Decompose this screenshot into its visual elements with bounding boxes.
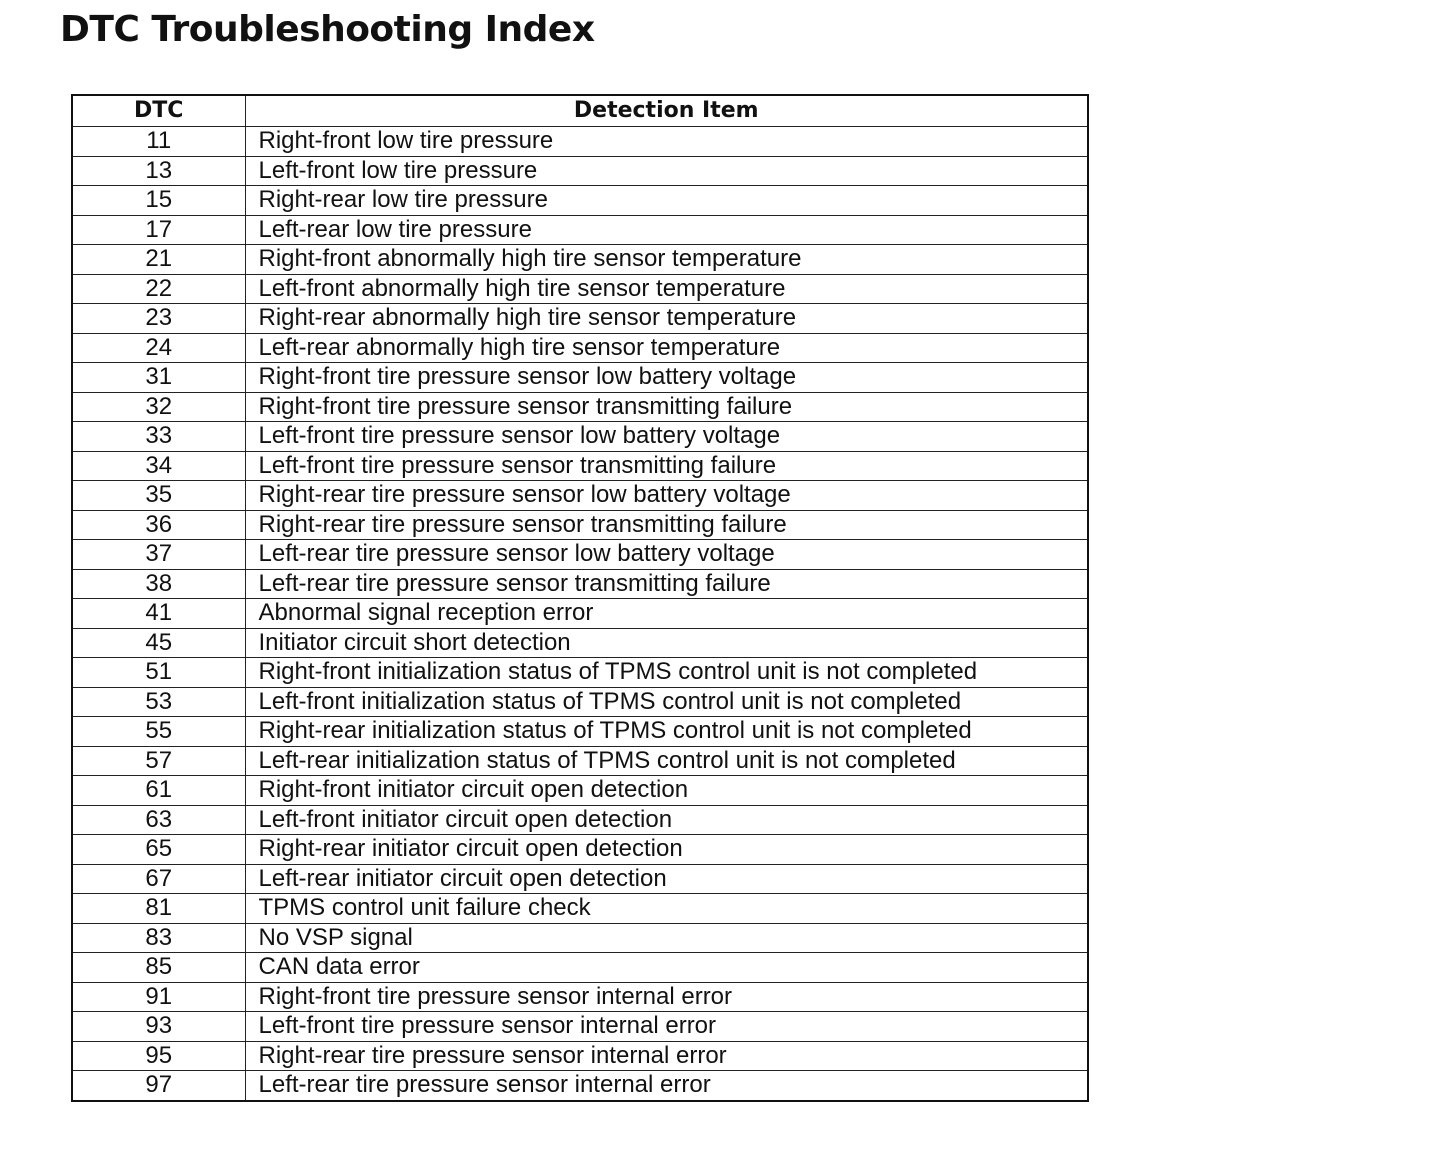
detection-item-cell: Right-rear initialization status of TPMS control unit is not completed	[245, 717, 1088, 747]
table-row	[72, 422, 1088, 452]
detection-item-cell: Right-front tire pressure sensor internal error	[245, 982, 1088, 1012]
table-row	[72, 923, 1088, 953]
table-row	[72, 687, 1088, 717]
page-title: DTC Troubleshooting Index	[60, 9, 595, 50]
detection-item-cell: Right-rear tire pressure sensor low battery voltage	[245, 481, 1088, 511]
table-row	[72, 894, 1088, 924]
dtc-code-cell: 22	[72, 274, 245, 304]
table-row	[72, 274, 1088, 304]
dtc-code-cell: 95	[72, 1041, 245, 1071]
detection-item-cell: Right-front initialization status of TPMS control unit is not completed	[245, 658, 1088, 688]
table-row	[72, 776, 1088, 806]
table-row	[72, 156, 1088, 186]
table-row	[72, 127, 1088, 157]
table-row	[72, 599, 1088, 629]
table-row	[72, 540, 1088, 570]
dtc-code-cell: 13	[72, 156, 245, 186]
table-row	[72, 1071, 1088, 1101]
detection-item-cell: Right-front initiator circuit open detection	[245, 776, 1088, 806]
table-row	[72, 186, 1088, 216]
detection-item-cell: No VSP signal	[245, 923, 1088, 953]
table-row	[72, 1041, 1088, 1071]
dtc-code-cell: 23	[72, 304, 245, 334]
dtc-code-cell: 85	[72, 953, 245, 983]
table-header-row	[72, 95, 1088, 127]
detection-item-cell: Right-rear tire pressure sensor internal error	[245, 1041, 1088, 1071]
dtc-code-cell: 93	[72, 1012, 245, 1042]
dtc-code-cell: 35	[72, 481, 245, 511]
table-row	[72, 215, 1088, 245]
dtc-code-cell: 55	[72, 717, 245, 747]
detection-item-cell: Left-rear tire pressure sensor low battery voltage	[245, 540, 1088, 570]
detection-item-cell: Left-front initiator circuit open detection	[245, 805, 1088, 835]
dtc-code-cell: 15	[72, 186, 245, 216]
table-row	[72, 333, 1088, 363]
dtc-code-cell: 81	[72, 894, 245, 924]
dtc-code-cell: 61	[72, 776, 245, 806]
dtc-code-cell: 36	[72, 510, 245, 540]
table-row	[72, 451, 1088, 481]
detection-item-cell: Left-rear abnormally high tire sensor temperature	[245, 333, 1088, 363]
table-row	[72, 1012, 1088, 1042]
table-row	[72, 510, 1088, 540]
table-row	[72, 245, 1088, 275]
detection-item-cell: Left-front abnormally high tire sensor temperature	[245, 274, 1088, 304]
table-row	[72, 835, 1088, 865]
detection-item-cell: Right-front low tire pressure	[245, 127, 1088, 157]
detection-item-cell: Right-front abnormally high tire sensor temperature	[245, 245, 1088, 275]
dtc-code-cell: 34	[72, 451, 245, 481]
detection-item-cell: Left-front low tire pressure	[245, 156, 1088, 186]
detection-item-cell: Right-rear abnormally high tire sensor temperature	[245, 304, 1088, 334]
table-row	[72, 717, 1088, 747]
detection-item-cell: CAN data error	[245, 953, 1088, 983]
dtc-code-cell: 17	[72, 215, 245, 245]
detection-item-cell: Abnormal signal reception error	[245, 599, 1088, 629]
dtc-code-cell: 45	[72, 628, 245, 658]
table-row	[72, 982, 1088, 1012]
table-row	[72, 658, 1088, 688]
detection-item-cell: Left-front tire pressure sensor low battery voltage	[245, 422, 1088, 452]
detection-item-cell: TPMS control unit failure check	[245, 894, 1088, 924]
table-row	[72, 864, 1088, 894]
detection-item-cell: Right-rear low tire pressure	[245, 186, 1088, 216]
table-row	[72, 953, 1088, 983]
dtc-code-cell: 33	[72, 422, 245, 452]
column-header-detection-item: Detection Item	[245, 95, 1088, 127]
dtc-code-cell: 51	[72, 658, 245, 688]
dtc-code-cell: 83	[72, 923, 245, 953]
table-row	[72, 363, 1088, 393]
table-row	[72, 569, 1088, 599]
dtc-table	[71, 94, 1089, 1102]
dtc-code-cell: 97	[72, 1071, 245, 1101]
detection-item-cell: Left-front tire pressure sensor internal error	[245, 1012, 1088, 1042]
detection-item-cell: Right-rear initiator circuit open detection	[245, 835, 1088, 865]
table-row	[72, 481, 1088, 511]
detection-item-cell: Left-front tire pressure sensor transmitting failure	[245, 451, 1088, 481]
detection-item-cell: Left-rear initialization status of TPMS control unit is not completed	[245, 746, 1088, 776]
table-row	[72, 392, 1088, 422]
detection-item-cell: Left-rear tire pressure sensor internal error	[245, 1071, 1088, 1101]
dtc-code-cell: 53	[72, 687, 245, 717]
detection-item-cell: Right-front tire pressure sensor transmitting failure	[245, 392, 1088, 422]
dtc-code-cell: 11	[72, 127, 245, 157]
detection-item-cell: Right-front tire pressure sensor low battery voltage	[245, 363, 1088, 393]
detection-item-cell: Left-rear initiator circuit open detection	[245, 864, 1088, 894]
table-row	[72, 805, 1088, 835]
table-row	[72, 746, 1088, 776]
dtc-code-cell: 67	[72, 864, 245, 894]
dtc-code-cell: 32	[72, 392, 245, 422]
detection-item-cell: Initiator circuit short detection	[245, 628, 1088, 658]
detection-item-cell: Left-front initialization status of TPMS control unit is not completed	[245, 687, 1088, 717]
detection-item-cell: Right-rear tire pressure sensor transmitting failure	[245, 510, 1088, 540]
dtc-code-cell: 24	[72, 333, 245, 363]
dtc-code-cell: 65	[72, 835, 245, 865]
dtc-code-cell: 31	[72, 363, 245, 393]
table-row	[72, 304, 1088, 334]
detection-item-cell: Left-rear tire pressure sensor transmitting failure	[245, 569, 1088, 599]
dtc-code-cell: 38	[72, 569, 245, 599]
dtc-code-cell: 41	[72, 599, 245, 629]
table-body	[72, 127, 1088, 1101]
dtc-code-cell: 21	[72, 245, 245, 275]
detection-item-cell: Left-rear low tire pressure	[245, 215, 1088, 245]
table-row	[72, 628, 1088, 658]
column-header-dtc: DTC	[72, 95, 245, 127]
dtc-code-cell: 37	[72, 540, 245, 570]
dtc-code-cell: 91	[72, 982, 245, 1012]
dtc-code-cell: 57	[72, 746, 245, 776]
dtc-code-cell: 63	[72, 805, 245, 835]
